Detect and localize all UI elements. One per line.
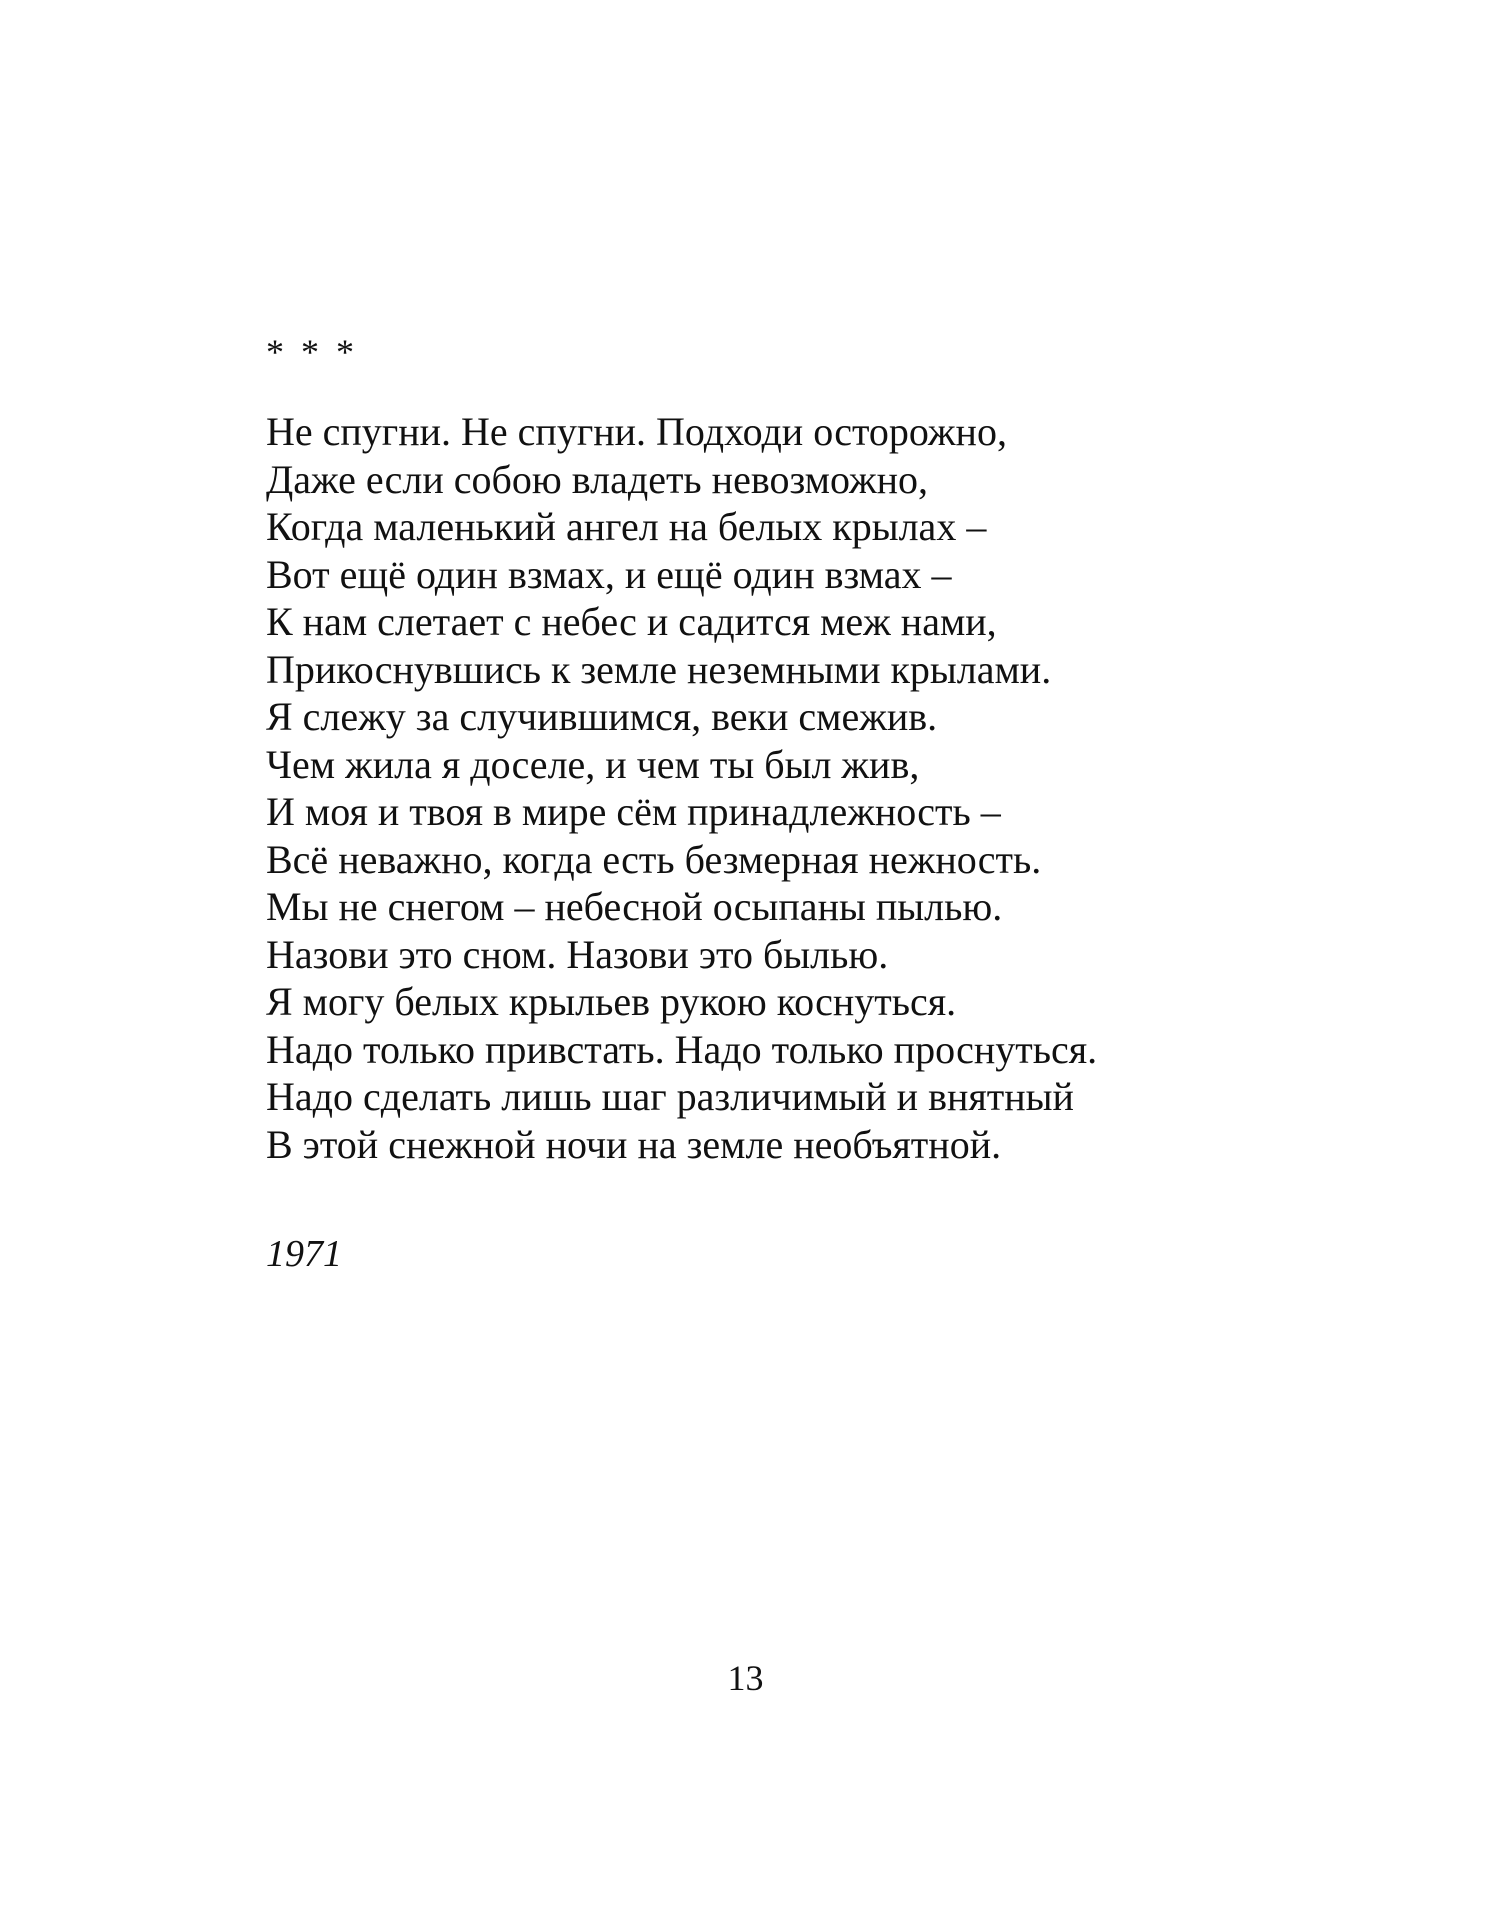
poem-line: Чем жила я доселе, и чем ты был жив,: [266, 741, 920, 787]
poem-line: Всё неважно, когда есть безмерная нежность.: [266, 836, 1042, 882]
poem-text: [266, 408, 1097, 1168]
poem-line: К нам слетает с небес и садится меж нами,: [266, 599, 997, 644]
page-number: 13: [727, 1658, 764, 1698]
poem-line: Надо сделать лишь шаг различимый и внятный: [266, 1074, 1074, 1119]
poem-line: Я слежу за случившимся, веки смежив.: [266, 694, 938, 739]
poem-year: 1971: [266, 1233, 342, 1275]
poem-line: Вот ещё один взмах, и ещё один взмах –: [266, 551, 952, 597]
poem-line: Не спугни. Не спугни. Подходи осторожно,: [266, 409, 1007, 454]
poem-line: Когда маленький ангел на белых крылах –: [266, 504, 987, 549]
stanza-separator: * * *: [266, 332, 358, 372]
poem-line: Даже если собою владеть невозможно,: [266, 456, 929, 502]
poem-line: И моя и твоя в мире сём принадлежность –: [266, 789, 1001, 834]
poem-line: Надо только привстать. Надо только проснуться.: [266, 1026, 1098, 1072]
poem-line: Прикоснувшись к земле неземными крылами.: [266, 646, 1052, 692]
poem-line: Я могу белых крыльев рукою коснуться.: [266, 979, 957, 1024]
poem-line: В этой снежной ночи на земле необъятной.: [266, 1121, 1002, 1167]
poem-line: Назови это сном. Назови это былью.: [266, 931, 889, 977]
poem-line: Мы не снегом – небесной осыпаны пылью.: [266, 884, 1003, 929]
